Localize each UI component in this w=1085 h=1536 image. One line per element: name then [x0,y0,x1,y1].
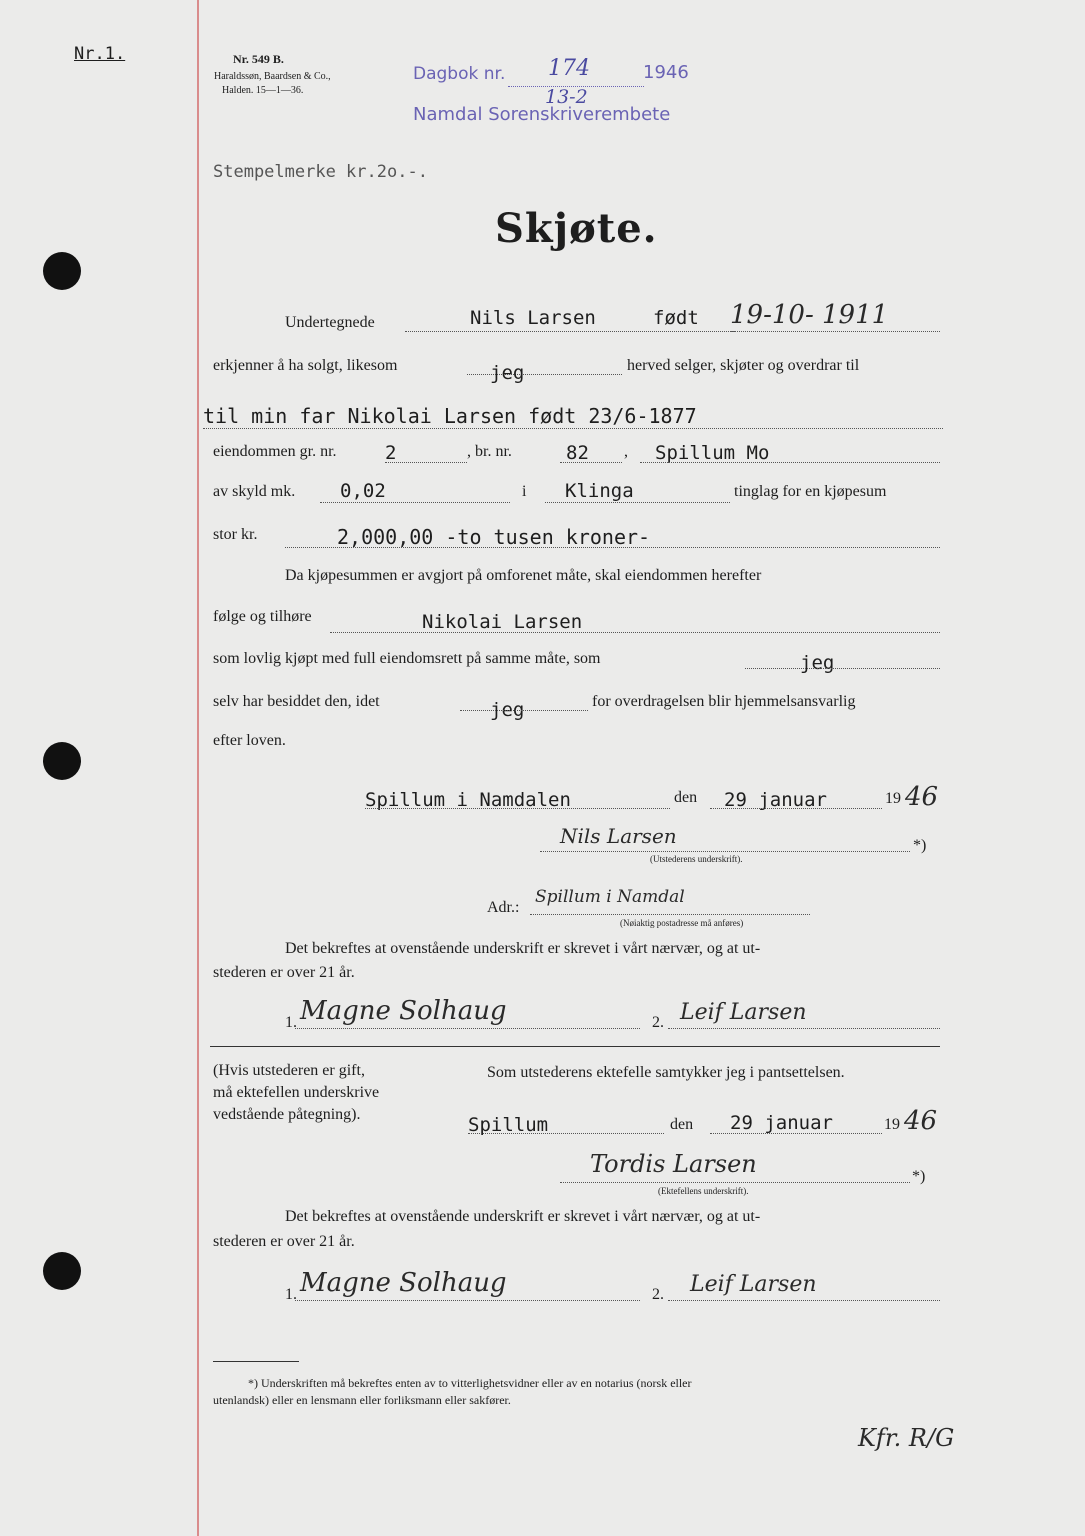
signature-caption: (Ektefellens underskrift). [658,1186,749,1196]
spouse-note: (Hvis utstederen er gift, [213,1062,365,1079]
fill-line [330,632,940,633]
punch-hole [43,252,81,290]
label-adr: Adr.: [487,899,520,916]
signature-line [668,1300,940,1301]
address-caption: (Nøiaktig postadresse må anføres) [620,918,744,928]
text-overdrag: for overdragelsen blir hjemmelsansvarlig [592,693,856,710]
buyer-line: til min far Nikolai Larsen født 23/6-1877 [203,404,697,428]
signature-line [295,1300,640,1301]
witness-text: stederen er over 21 år. [213,1233,355,1250]
witness-signature: Leif Larsen [680,1000,807,1025]
spouse-place: Spillum [468,1114,549,1136]
year-suffix: 46 [905,782,939,812]
margin-line [197,0,199,1536]
footnote-text: *) Underskriften må bekreftes enten av to vitterlighetsvidner eller av en notarius (norsk eller [248,1376,692,1390]
fill-line [203,428,943,429]
fill-line [560,462,622,463]
witness-number: 2. [652,1286,664,1303]
text-da: Da kjøpesummen er avgjort på omforenet måte, skal eiendommen herefter [285,567,762,584]
text-tinglag: tinglag for en kjøpesum [734,483,887,500]
label-fodt: født [653,307,699,329]
stamp-label: Dagbok nr. [413,64,506,84]
witness-number: 1. [285,1286,297,1303]
witness-number: 2. [652,1014,664,1031]
label-grnr: eiendommen gr. nr. [213,443,337,460]
property-name: Spillum Mo [655,442,770,464]
label-den: den [674,789,698,806]
stamp-number: 174 [548,56,590,81]
pronoun: jeg [490,362,525,384]
text-lovlig: som lovlig kjøpt med full eiendomsrett på samme måte, som [213,650,601,667]
label-i: i [522,483,527,500]
signature-line [540,851,910,852]
stamp-year: 1946 [643,62,689,83]
year-suffix: 46 [904,1106,938,1136]
fill-line [285,547,940,548]
birth-date: 19-10- 1911 [730,300,889,330]
section-divider [210,1046,940,1047]
year-prefix: 19 [885,790,901,807]
fill-line [320,502,510,503]
printer-line: Halden. 15—1—36. [222,85,304,96]
label-stor-kr: stor kr. [213,526,258,543]
fill-line [730,331,940,332]
buyer-name: Nikolai Larsen [422,611,583,633]
pronoun: jeg [800,652,835,674]
witness-number: 1. [285,1014,297,1031]
fill-line [365,808,670,809]
skyld-value: 0,02 [340,480,386,502]
pronoun: jeg [490,699,525,721]
corner-note: Kfr. R/G [858,1424,955,1452]
text-herved: herved selger, skjøter og overdrar til [627,357,860,374]
footnote-rule [213,1361,299,1362]
seller-name: Nils Larsen [470,307,596,329]
spouse-signature: Tordis Larsen [590,1150,757,1178]
text-erkjenner: erkjenner å ha solgt, likesom [213,357,398,374]
fill-line [385,462,467,463]
witness-signature: Leif Larsen [690,1272,817,1297]
footnote-text: utenlandsk) eller en lensmann eller forliksmann eller sakfører. [213,1393,511,1407]
fill-line [530,914,810,915]
comma: , [624,443,628,460]
amount: 2,000,00 -to tusen kroner- [337,525,651,549]
fill-line [710,808,882,809]
address: Spillum i Namdal [535,887,685,907]
witness-signature: Magne Solhaug [300,996,507,1026]
sign-place: Spillum i Namdalen [365,789,571,811]
page-number: Nr.1. [74,44,126,64]
punch-hole [43,742,81,780]
sign-date: 29 januar [724,789,827,811]
label-skyld: av skyld mk. [213,483,296,500]
witness-text: Det bekreftes at ovenstående underskrift er skrevet i vårt nærvær, og at ut- [285,940,761,957]
gnr-value: 2 [385,442,397,464]
text-efter: efter loven. [213,732,286,749]
witness-text: stederen er over 21 år. [213,964,355,981]
fill-line [640,462,940,463]
fill-line [545,502,730,503]
witness-text: Det bekreftes at ovenstående underskrift er skrevet i vårt nærvær, og at ut- [285,1208,761,1225]
form-number: Nr. 549 B. [233,52,284,66]
tinglag-name: Klinga [565,480,634,502]
signature-line [668,1028,940,1029]
label-undertegnede: Undertegnede [285,314,375,331]
fill-line [745,668,940,669]
printer-line: Haraldssøn, Baardsen & Co., [214,71,331,82]
text-selv: selv har besiddet den, idet [213,693,380,710]
fill-line [468,1133,664,1134]
label-den: den [670,1116,694,1133]
punch-hole [43,1252,81,1290]
signature-line [560,1182,910,1183]
year-prefix: 19 [884,1116,900,1133]
label-folge: følge og tilhøre [213,608,312,625]
stamp-duty: Stempelmerke kr.2o.-. [213,162,428,182]
fill-line [405,331,735,332]
spouse-date: 29 januar [730,1112,833,1134]
spouse-note: må ektefellen underskrive [213,1084,380,1101]
brnr-value: 82 [566,442,589,464]
stamp-office: Namdal Sorenskriverembete [413,104,671,125]
stamp-date: 13-2 [545,86,588,108]
footnote-marker: *) [913,837,927,854]
fill-line [460,710,588,711]
spouse-consent: Som utstederens ektefelle samtykker jeg i pantsettelsen. [487,1064,845,1081]
seller-signature: Nils Larsen [560,824,677,848]
fill-line [710,1133,882,1134]
page-title: Skjøte. [495,205,658,252]
spouse-note: vedstående påtegning). [213,1106,361,1123]
label-brnr: , br. nr. [467,443,512,460]
witness-signature: Magne Solhaug [300,1268,507,1298]
signature-line [295,1028,640,1029]
signature-caption: (Utstederens underskrift). [650,854,743,864]
footnote-marker: *) [912,1168,926,1185]
